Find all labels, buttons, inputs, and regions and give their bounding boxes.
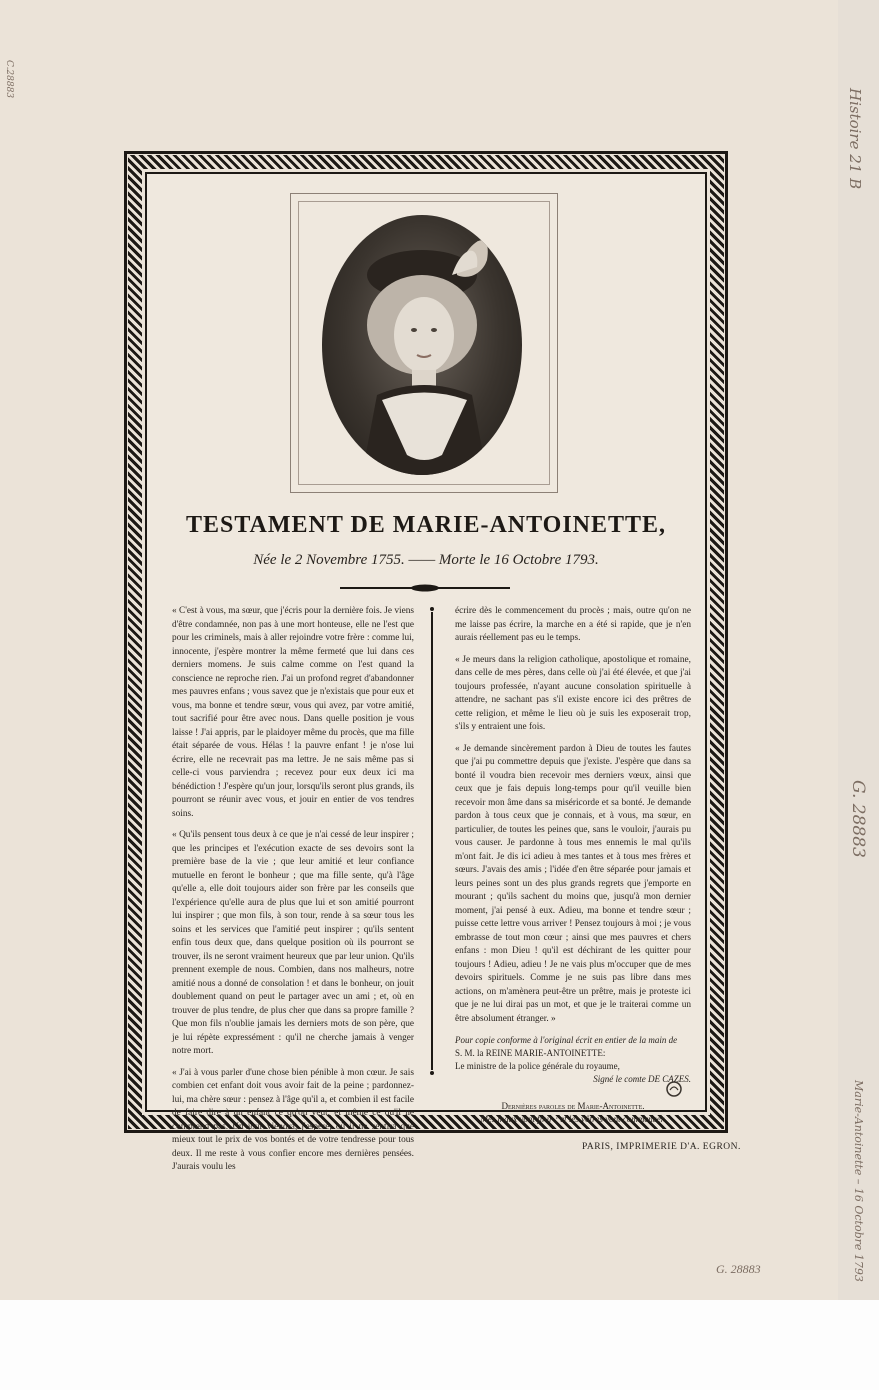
- catalog-number: G. 28883: [716, 1262, 761, 1276]
- margin-note-lower-right: Marie-Antoinette – 16 Octobre 1793: [852, 1080, 865, 1282]
- letter-left-column: [172, 605, 414, 1183]
- portrait-oval: [322, 215, 522, 475]
- eye-left: [411, 328, 417, 332]
- document-title: TESTAMENT DE MARIE-ANTOINETTE,: [185, 512, 667, 538]
- life-dates: Née le 2 Novembre 1755. —— Morte le 16 Octobre 1793.: [253, 552, 599, 568]
- bottom-strip: [0, 1300, 879, 1390]
- certification-line: S. M. la REINE MARIE-ANTOINETTE:: [455, 1048, 606, 1058]
- column-divider: [430, 606, 434, 1076]
- letter-paragraph: « C'est à vous, ma sœur, que j'écris pour la dernière fois. Je viens d'être condamnée, non pas à une mort honteuse, elle ne l'est que pour les criminels, mais à aller rejoindre votre frère : comme lui, innocente, j'espère montrer la même fermeté que lui dans ces derniers momens. Je suis calme comme on l'est quand la conscience ne reproche rien. J'ai un profond regret d'abandonner mes pauvres enfans ; vous savez que je n'existais que pour eux et vous, ma bonne et tendre sœur, vous qui avez, par votre amitié, tout sacrifié pour être avec nous. Dans quelle position je vous laisse ! J'ai appris, par le plaidoyer même du procès, que ma fille était séparée de vous. Hélas ! la pauvre enfant ! je n'ose lui écrire, elle ne recevrait pas ma lettre. Je ne sais même pas si celle-ci vous parviendra ; recevez pour eux deux ici ma bénédiction ! J'espère qu'un jour, lorsqu'ils seront plus grands, ils pourront se réunir avec vous, et jouir en entier de vos tendres soins.: [172, 606, 414, 819]
- title-rule-ornament: [340, 584, 510, 592]
- letter-paragraph: « Je demande sincèrement pardon à Dieu de toutes les fautes que j'ai pu commettre depuis que j'existe. J'espère que dans sa bonté il voudra bien recevoir mes derniers vœux, ainsi que ceux que je fais depuis long-temps pour qu'il veuille bien recevoir mon âme dans sa miséricorde et sa bonté. Je demande pardon à tous ceux que je connais, et à vous, ma sœur, en particulier, de toutes les peines que, sans le vouloir, j'aurais pu vous causer. Je pardonne à tous mes ennemis le mal qu'ils m'ont fait. Je dis ici adieu à mes tantes et à tous mes frères et sœurs. J'avais des amis ; l'idée d'en être séparée pour jamais et leurs peines sont un des plus grands regrets que j'emporte en mourant ; qu'ils sachent du moins que, jusqu'à mon dernier moment, j'ai pensé à eux. Adieu, ma bonne et tendre sœur ; puisse cette lettre vous arriver ! Pensez toujours à moi ; je vous embrasse de tout mon cœur ; ainsi que mes pauvres et chers enfans : mon Dieu ! qu'il est déchirant de les quitter pour toujours ! Adieu, adieu ! Je ne vais plus m'occuper que de mes devoirs spirituels. Comme je ne suis pas libre dans mes actions, on m'amènera peut-être un prêtre, mais je proteste ici que je ne lui dirai pas un mot, et que je le traiterai comme un être absolument étranger. »: [455, 743, 691, 1024]
- face-shape: [394, 297, 454, 373]
- margin-note-top-left: C.28883: [4, 60, 14, 99]
- portrait-engraving: [322, 215, 522, 475]
- letter-paragraph: écrire dès le commencement du procès ; mais, outre qu'on ne me laisse pas écrire, la marche en a été si rapide, que je n'en aurais réellement pas eu le temps.: [455, 606, 691, 643]
- printer-imprint: PARIS, IMPRIMERIE D'A. EGRON.: [582, 1142, 741, 1152]
- letter-paragraph: « J'ai à vous parler d'une chose bien pénible à mon cœur. Je sais combien cet enfant doit vous avoir fait de la peine ; pardonnez-lui, ma chère sœur : pensez à l'âge qu'il a, et combien il est facile de faire dire à un enfant ce qu'on veut, et même ce qu'il ne comprend pas. Un jour viendra, j'espère, où il ne sentira que mieux tout le prix de vos bontés et de votre tendresse pour tous deux. Il me reste à vous confier encore mes dernières pensées. J'aurais voulu les: [172, 1067, 414, 1172]
- collection-stamp-icon: [665, 1080, 683, 1098]
- margin-note-middle-right: G. 28883: [848, 780, 868, 858]
- letter-paragraph: « Qu'ils pensent tous deux à ce que je n'ai cessé de leur inspirer ; que les principes et l'exécution exacte de ses devoirs sont la première base de la vie ; que leur amitié et leur confiance mutuelle en feront le bonheur ; que ma fille sente, qu'à l'âge qu'elle a, elle doit toujours aider son frère par les conseils que l'expérience qu'elle aura de plus que lui et son amitié pourront lui inspirer ; que mon fils, à son tour, rende à sa sœur tous les soins et les services que l'amitié peut inspirer ; qu'ils sentent enfin tous deux que, dans quelque position où ils pourront se trouver, ils ne seront vraiment heureux que par leur union. Qu'ils prennent exemple de nous. Combien, dans nos malheurs, notre amitié nous a donné de consolation ! et dans le bonheur, on jouit doublement quand on peut le partager avec un ami ; et, où en trouver de plus tendre, de plus cher que dans sa propre famille ? Que mon fils n'oublie jamais les derniers mots de son père, que je lui répète expressément : qu'il ne cherche jamais à venger notre mort.: [172, 830, 414, 1056]
- letter-paragraph: « Je meurs dans la religion catholique, apostolique et romaine, dans celle de mes pères, dans celle où j'ai été élevée, et que j'ai toujours professée, n'ayant aucune consolation spirituelle à attendre, ne sachant pas s'il existe encore ici des prêtres de cette religion, et même le lieu où je suis les exposerait trop, s'ils y entraient une fois.: [455, 654, 691, 732]
- certification-line: Le ministre de la police générale du royaume,: [455, 1061, 620, 1071]
- letter-right-column: [455, 605, 691, 1126]
- margin-note-top-right: Histoire 21 B: [846, 88, 864, 190]
- last-words-heading: Dernières paroles de Marie-Antoinette.: [501, 1101, 645, 1111]
- eye-right: [431, 328, 437, 332]
- signature-line: Signé le comte DE CAZES.: [593, 1074, 691, 1084]
- certification-block: [455, 1034, 691, 1086]
- certification-line: Pour copie conforme à l'original écrit en entier de la main de: [455, 1035, 678, 1045]
- last-words-block: [455, 1100, 691, 1126]
- last-words-quote: Mes maux vont finir ; et les vôtres vont commencer.: [480, 1114, 666, 1124]
